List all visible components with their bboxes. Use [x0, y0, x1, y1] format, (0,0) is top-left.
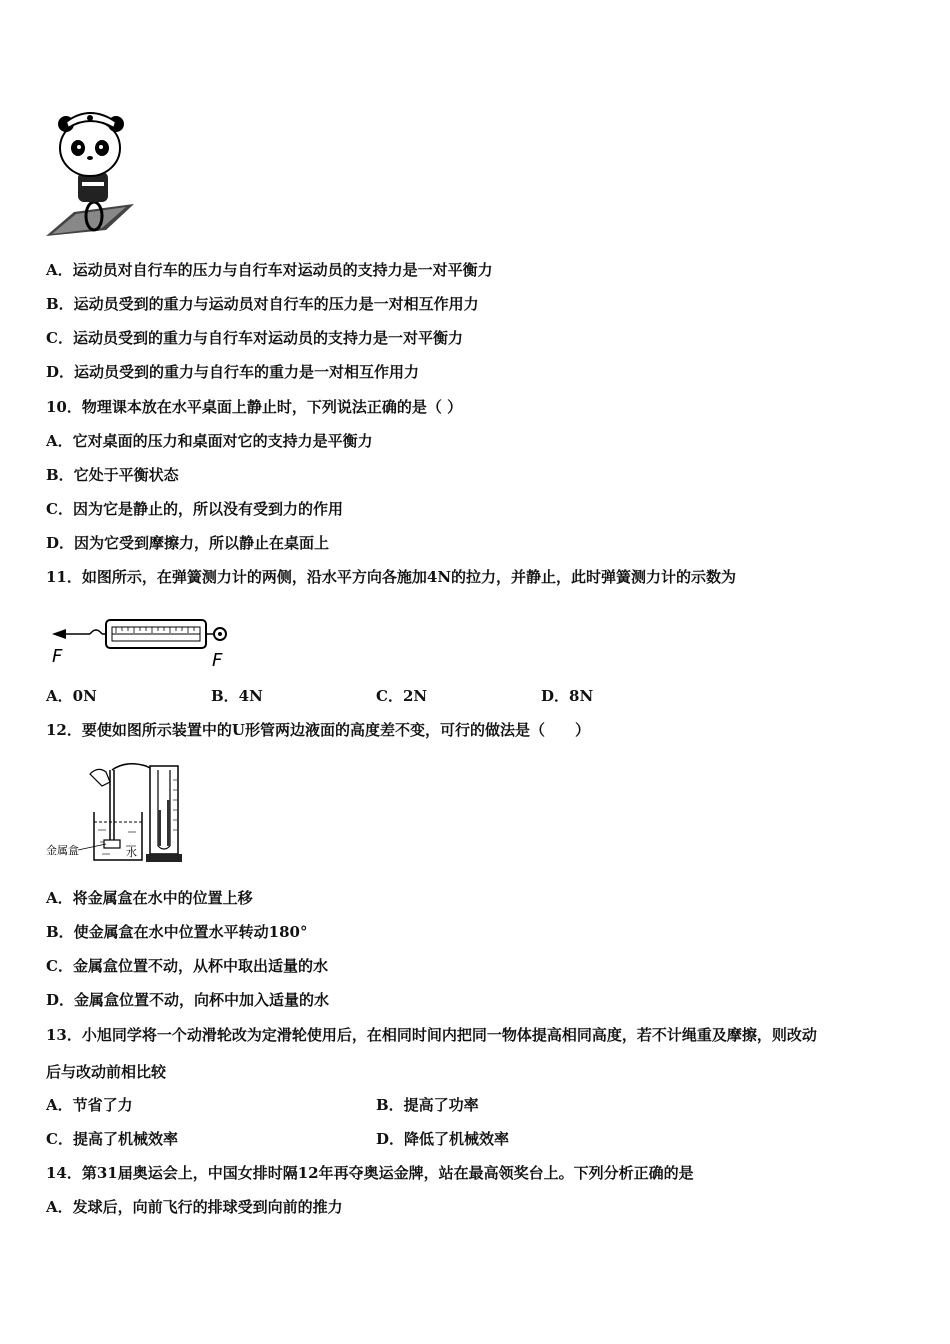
manometer-figure: [46, 760, 186, 868]
q9-option-d: D．运动员受到的重力与自行车的重力是一对相互作用力: [46, 363, 420, 381]
spring-scale-figure: [46, 612, 236, 670]
q13-option-b: B．提高了功率: [376, 1096, 479, 1114]
q12-option-d: D．金属盒位置不动，向杯中加入适量的水: [46, 991, 330, 1009]
q13-stem-line2: 后与改动前相比较: [46, 1063, 167, 1081]
q14-stem: 14．第31届奥运会上，中国女排时隔12年再夺奥运金牌，站在最高领奖台上。下列分析正确的是: [46, 1164, 694, 1182]
force-label-left: F: [52, 646, 63, 667]
q13-option-c: C．提高了机械效率: [46, 1130, 178, 1148]
q10-option-b: B．它处于平衡状态: [46, 466, 179, 484]
q11-option-b: B．4N: [211, 687, 263, 705]
q11-option-d: D．8N: [541, 687, 594, 705]
hand-icon: [90, 769, 110, 786]
q13-option-d: D．降低了机械效率: [376, 1130, 510, 1148]
q9-option-a: A．运动员对自行车的压力与自行车对运动员的支持力是一对平衡力: [46, 261, 493, 279]
q14-option-a: A．发球后，向前飞行的排球受到向前的推力: [46, 1198, 343, 1216]
cyclist-figure: [44, 108, 136, 240]
q9-option-c: C．运动员受到的重力与自行车对运动员的支持力是一对平衡力: [46, 329, 463, 347]
q9-option-b: B．运动员受到的重力与运动员对自行车的压力是一对相互作用力: [46, 295, 479, 313]
metal-box: [104, 840, 120, 848]
q13-option-a: A．节省了力: [46, 1096, 133, 1114]
q10-option-c: C．因为它是静止的，所以没有受到力的作用: [46, 500, 343, 518]
q12-option-b: B．使金属盒在水中位置水平转动180°: [46, 923, 308, 941]
water-label: 水: [126, 846, 137, 859]
q10-option-d: D．因为它受到摩擦力，所以静止在桌面上: [46, 534, 330, 552]
q10-stem: 10．物理课本放在水平桌面上静止时，下列说法正确的是（ ）: [46, 398, 463, 416]
q10-option-a: A．它对桌面的压力和桌面对它的支持力是平衡力: [46, 432, 373, 450]
q12-stem: 12．要使如图所示装置中的U形管两边液面的高度差不变，可行的做法是（ ）: [46, 721, 590, 739]
q12-option-c: C．金属盒位置不动，从杯中取出适量的水: [46, 957, 328, 975]
q12-option-a: A．将金属盒在水中的位置上移: [46, 889, 253, 907]
q11-option-a: A．0N: [46, 687, 97, 705]
q13-stem-line1: 13．小旭同学将一个动滑轮改为定滑轮使用后，在相同时间内把同一物体提高相同高度，若不计绳重及摩擦，则改动: [46, 1026, 817, 1044]
metal-box-label: 金属盒: [46, 844, 79, 857]
q11-stem: 11．如图所示，在弹簧测力计的两侧，沿水平方向各施加4N的拉力，并静止，此时弹簧测力计的示数为: [46, 568, 737, 586]
force-label-right: F: [212, 650, 223, 670]
q11-option-c: C．2N: [376, 687, 428, 705]
